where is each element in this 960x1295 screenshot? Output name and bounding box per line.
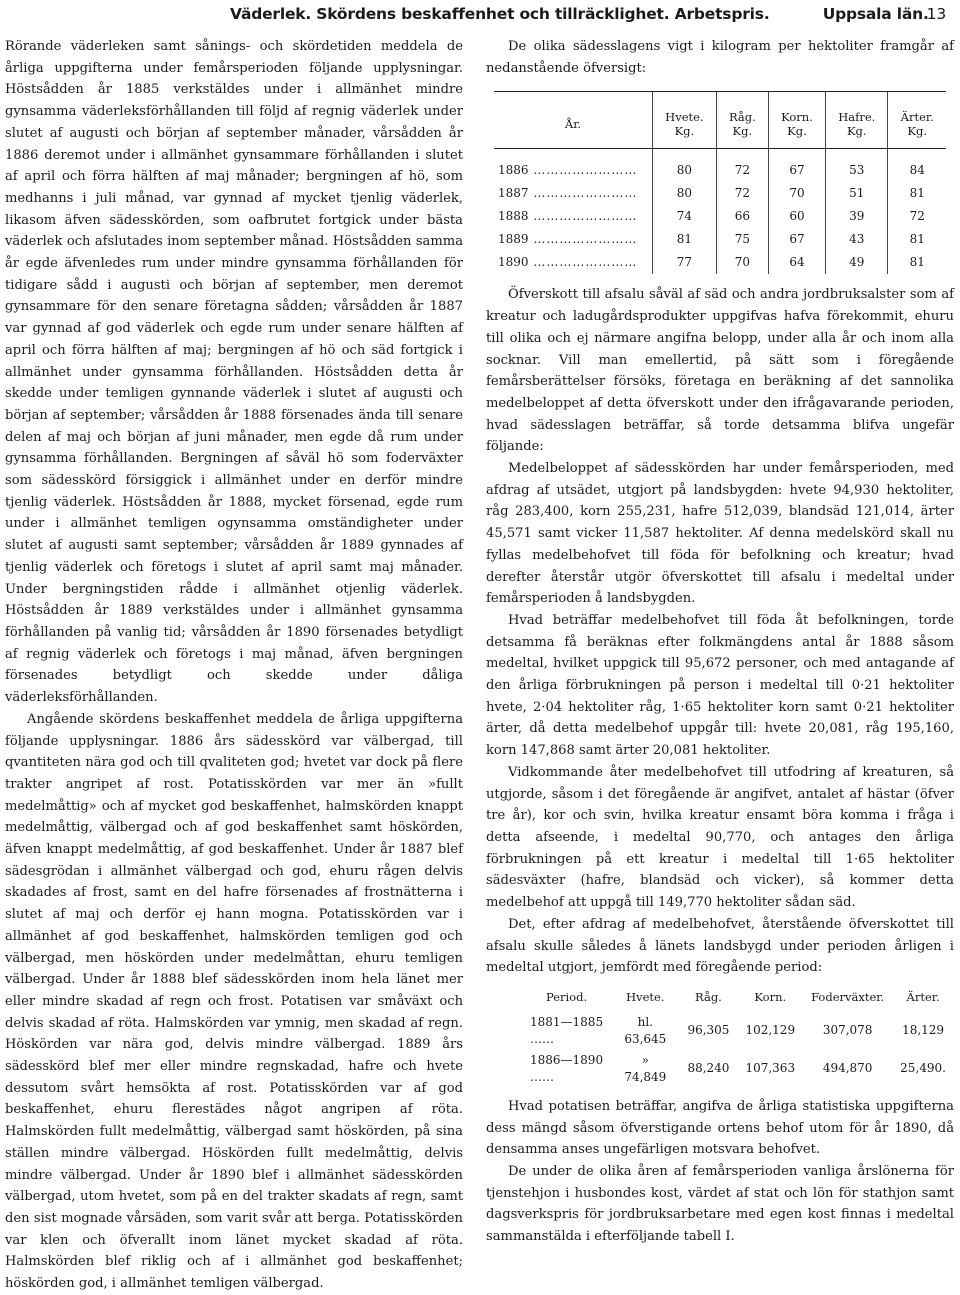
row-year: 1886 <box>498 163 529 178</box>
table-cell: 66 <box>716 205 768 228</box>
table-cell: 80 <box>653 149 717 183</box>
table-cell: 494,870 <box>822 1061 873 1076</box>
table-cell: 88,240 <box>687 1061 730 1076</box>
paragraph-weather: Rörande väderleken samt sånings- och skördetiden meddela de årliga uppgifterna under femårsperioden följande upplysningar. Höstsådden år 1885 verkstäldes under i allmänhet mindre gynsamma väderleksförhållanden till följd af regnig väderlek under slutet af augusti och början af september månader, vårsådden år 1886 deremot under i allmänhet gynsammare förhållanden i slutet af april och förra hälften af maj månader; bergningen af hö, som medhanns i juli månad, var gynnad af mycket tjenlig väderlek, likasom äfven sädesskörden, som oafbrutet fortgick under bästa väderlek och afslutades inom september månad. Höstsådden samma år egde äfvenledes rum under mindre gynsamma förhållanden för tidigare sådd i augusti och början af september, men deremot gynsammare för den senare företagna sådden; vårsådden år 1887 var gynnad af god väderlek och egde rum under senare hälften af april och förra hälften af maj; bergningen af hö och säd fortgick i allmänhet under gynsamma förhållanden. Höstsådden detta år skedde under temligen gynnande väderlek i slutet af augusti och början af september; vårsådden år 1888 försenades ända till senare delen af maj och början af juni månader, men egde då rum under gynsamma förhållanden. Bergningen af såväl hö som foderväxter som sädesskörd försiggick i allmänhet under en derför mindre tjenlig väderlek. Höstsådden år 1888, mycket försenad, egde rum under i allmänhet temligen ogynsamma omständigheter under slutet af augusti samt september; vårsådden år 1889 gynnades af tjenlig väderlek och företogs i slutet af april samt maj månader. Under bergningstiden rådde i allmänhet otjenlig väderlek. Höstsådden år 1889 verkstäldes under i allmänhet gynsamma förhållanden på vanlig tid; vårsådden år 1890 försenades betydligt af regnig väderlek och företogs i maj månad, äfven bergningen försenades betydligt och skedde under dåliga väderleksförhållanden. <box>5 39 463 706</box>
table-row <box>522 1012 954 1050</box>
running-header <box>230 4 946 24</box>
col-header-peas: Ärter. Kg. <box>888 92 946 149</box>
surplus-period-table <box>522 987 954 1088</box>
table-cell: 107,363 <box>745 1061 796 1076</box>
table-row: 1890 …………………… 77 70 64 49 81 <box>494 251 946 274</box>
table-cell: 81 <box>888 251 946 274</box>
table-cell: 53 <box>826 149 888 183</box>
paragraph-grain-weights-intro: De olika sädesslagens vigt i kilogram per hektoliter framgår af nedanstående öfversigt: <box>486 39 954 76</box>
table-row: 1886 …………………… 80 72 67 53 84 <box>494 149 946 183</box>
col-header-wheat: Hvete. <box>626 989 665 1004</box>
col-header-rye: Råg. Kg. <box>716 92 768 149</box>
table-row <box>522 1050 954 1088</box>
table-cell: 67 <box>768 228 825 251</box>
col-header-peas: Ärter. <box>906 989 940 1004</box>
table-cell: 72 <box>716 182 768 205</box>
row-year: 1890 <box>498 255 529 270</box>
table-row: 1887 …………………… 80 72 70 51 81 <box>494 182 946 205</box>
table-cell: hl. 63,645 <box>624 1014 667 1046</box>
table-cell: 43 <box>826 228 888 251</box>
table-cell: 74 <box>653 205 717 228</box>
table-cell: 84 <box>888 149 946 183</box>
table-row: 1888 …………………… 74 66 60 39 72 <box>494 205 946 228</box>
paragraph-surplus-result: Det, efter afdrag af medelbehofvet, återstående öfverskottet till afsalu skulle således å länets landsbygd under perioden årligen i medeltal utgjort, jemfördt med föregående period: <box>486 916 954 976</box>
paragraph-harvest-quality: Angående skördens beskaffenhet meddela de årliga uppgifterna följande upplysningar. 1886 års sädesskörd var välbergad, till qvantiteten nära god och till qvaliteten god; hvetet var dock på flere trakter angripet af rost. Potatisskörden var mer än »fullt medelmåttig» och af mycket god beskaffenhet, halmskörden knappt medelmåttig, välbergad och af god beskaffenhet samt höskörden, äfven knappt medelmåttig, af god beskaffenhet. Under år 1887 blef sädesgrödan i allmänhet välbergad och god, ehuru rågen delvis skadades af frost, samt en del hafre försenades af frostnätterna i slutet af maj och derför ej hann mogna. Potatisskörden var i allmänhet af god beskaffenhet, halmskörden temligen god och välbergad, men höskörden under medelmåttan, ehuru temligen välbergad. Under år 1888 blef sädesskörden inom hela länet mer eller mindre skadad af regn och frost. Potatisen var småväxt och delvis skadad af röta. Halmskörden var ymnig, men skadad af regn. Höskörden var nära god, delvis mindre välbergad. 1889 års sädesskörd blef mer eller mindre regnskadad, hafre och hvete dessutom svårt hemsökta af rost. Potatisskörden var af god beskaffenhet, ehuru flerestädes något angripen af röta. Halmskörden fullt medelmåttig, välbergad samt höskörden, på sina ställen mindre välbergad. Höskörden fullt medelmåttig, delvis mindre välbergad. Under år 1890 blef i allmänhet sädesskörden välbergad, utom hvetet, som på en del trakter skadats af regn, samt den sist mognade vårsäden, som varit svår att berga. Potatisskörden var klen och öfverallt inom länet mycket skadad af röta. Halmskörden blef riklig och af i allmänhet god beskaffenhet; höskörden god, i allmänhet temligen välbergad. <box>5 711 463 1292</box>
table-cell: 67 <box>768 149 825 183</box>
period-header-row <box>522 987 954 1012</box>
table-cell: 81 <box>888 228 946 251</box>
table-cell: 80 <box>653 182 717 205</box>
paragraph-potatoes: Hvad potatisen beträffar, angifva de årliga statistiska uppgifterna dess mängd såsom öfverstigande ortens behof utom för år 1890, då densamma anses ungefärligen motsvara behofvet. <box>486 1098 954 1158</box>
paragraph-wages: De under de olika åren af femårsperioden vanliga årslönerna för tjenstehjon i husbondes kost, värdet af stat och lön för stathjon samt dagsverkspris för jordbruksarbetare med egen kost finnas i medeltal sammanstälda i efterföljande tabell I. <box>486 1164 954 1245</box>
row-period: 1881—1885 …… <box>530 1014 604 1046</box>
table-cell: 96,305 <box>687 1023 730 1038</box>
table-cell: 81 <box>888 182 946 205</box>
table-cell: 81 <box>653 228 717 251</box>
table-cell: 72 <box>716 149 768 183</box>
paragraph-average-harvest: Medelbeloppet af sädesskörden har under femårsperioden, med afdrag af utsädet, utgjort på landsbygden: hvete 94,930 hektoliter, råg 283,400, korn 255,231, hafre 512,039, blandsäd 121,014, ärter 45,571 samt vicker 11,587 hektoliter. Af denna medelskörd skall nu fyllas medelbehofvet till föda för befolkning och kreatur; hvad derefter återstår utgör öfverskottet till afsalu i medeltal under femårsperioden å landsbygden. <box>486 461 954 607</box>
table-cell: » 74,849 <box>624 1052 667 1084</box>
table-cell: 70 <box>768 182 825 205</box>
page-number: 13 <box>926 5 946 23</box>
table-row: 1889 …………………… 81 75 67 43 81 <box>494 228 946 251</box>
paragraph-food-need: Hvad beträffar medelbehofvet till föda åt befolkningen, torde detsamma få beräknas efter folkmängdens antal år 1888 såsom medeltal, hvilket uppgick till 95,672 personer, och med antagande af den årliga förbrukningen på person i medeltal till 0·21 hektoliter hvete, 2·04 hektoliter råg, 1·65 hektoliter korn samt 0·21 hektoliter ärter, då detta medelbehof uppgår till: hvete 20,081, råg 195,160, korn 147,868 samt ärter 20,081 hektoliter. <box>486 612 954 759</box>
col-header-barley: Korn. Kg. <box>768 92 825 149</box>
table-cell: 77 <box>653 251 717 274</box>
table-cell: 18,129 <box>902 1023 945 1038</box>
paragraph-fodder-need: Vidkommande åter medelbehofvet till utfodring af kreaturen, så utgjorde, såsom i det föregående är angifvet, antalet af hästar (öfver tre år), kor och svin, hvilka kreatur ensamt böra komma i fråga i detta afseende, i medeltal 90,770, och antages den årliga förbrukningen på ett kreatur i medeltal till 1·65 hektoliter sädesväxter (hafre, blandsäd och vicker), så kommer detta medelbehof att uppgå till 149,770 hektoliter sådan säd. <box>486 764 954 911</box>
grain-weight-header-row <box>494 92 946 149</box>
col-header-rye: Råg. <box>695 989 722 1004</box>
table-cell: 72 <box>888 205 946 228</box>
table-cell: 75 <box>716 228 768 251</box>
paragraph-surplus: Öfverskott till afsalu såväl af säd och andra jordbruksalster som af kreatur och ladugårdsprodukter uppgifvas hafva förekommit, ehuru till olika och ej närmare angifna belopp, under alla år och inom alla socknar. Vill man emellertid, på sätt som i föregående femårsberättelser försöks, företaga en beräkning af det sannolika medelbeloppet af detta öfverskott under den ifrågavarande perioden, hvad sädesslagen beträffar, så torde detsamma blifva ungefär följande: <box>486 287 954 455</box>
col-header-period: Period. <box>546 989 588 1004</box>
col-header-wheat: Hvete. Kg. <box>653 92 717 149</box>
header-county: Uppsala län. <box>822 5 929 23</box>
col-header-fodder: Foderväxter. <box>811 989 885 1004</box>
table-cell: 51 <box>826 182 888 205</box>
table-cell: 60 <box>768 205 825 228</box>
row-year: 1887 <box>498 186 529 201</box>
header-title: Väderlek. Skördens beskaffenhet och tillräcklighet. Arbetspris. <box>230 5 770 23</box>
table-cell: 39 <box>826 205 888 228</box>
table-cell: 25,490. <box>900 1061 946 1076</box>
col-header-oats: Hafre. Kg. <box>826 92 888 149</box>
col-header-barley: Korn. <box>754 989 787 1004</box>
left-column <box>5 36 463 1292</box>
table-cell: 70 <box>716 251 768 274</box>
table-cell: 307,078 <box>822 1023 873 1038</box>
row-year: 1889 <box>498 232 529 247</box>
row-period: 1886—1890 …… <box>530 1052 604 1084</box>
table-cell: 64 <box>768 251 825 274</box>
table-cell: 49 <box>826 251 888 274</box>
grain-weight-table <box>494 91 946 274</box>
col-header-year: År. <box>494 92 653 149</box>
table-cell: 102,129 <box>745 1023 796 1038</box>
row-year: 1888 <box>498 209 529 224</box>
right-column <box>486 36 954 1245</box>
